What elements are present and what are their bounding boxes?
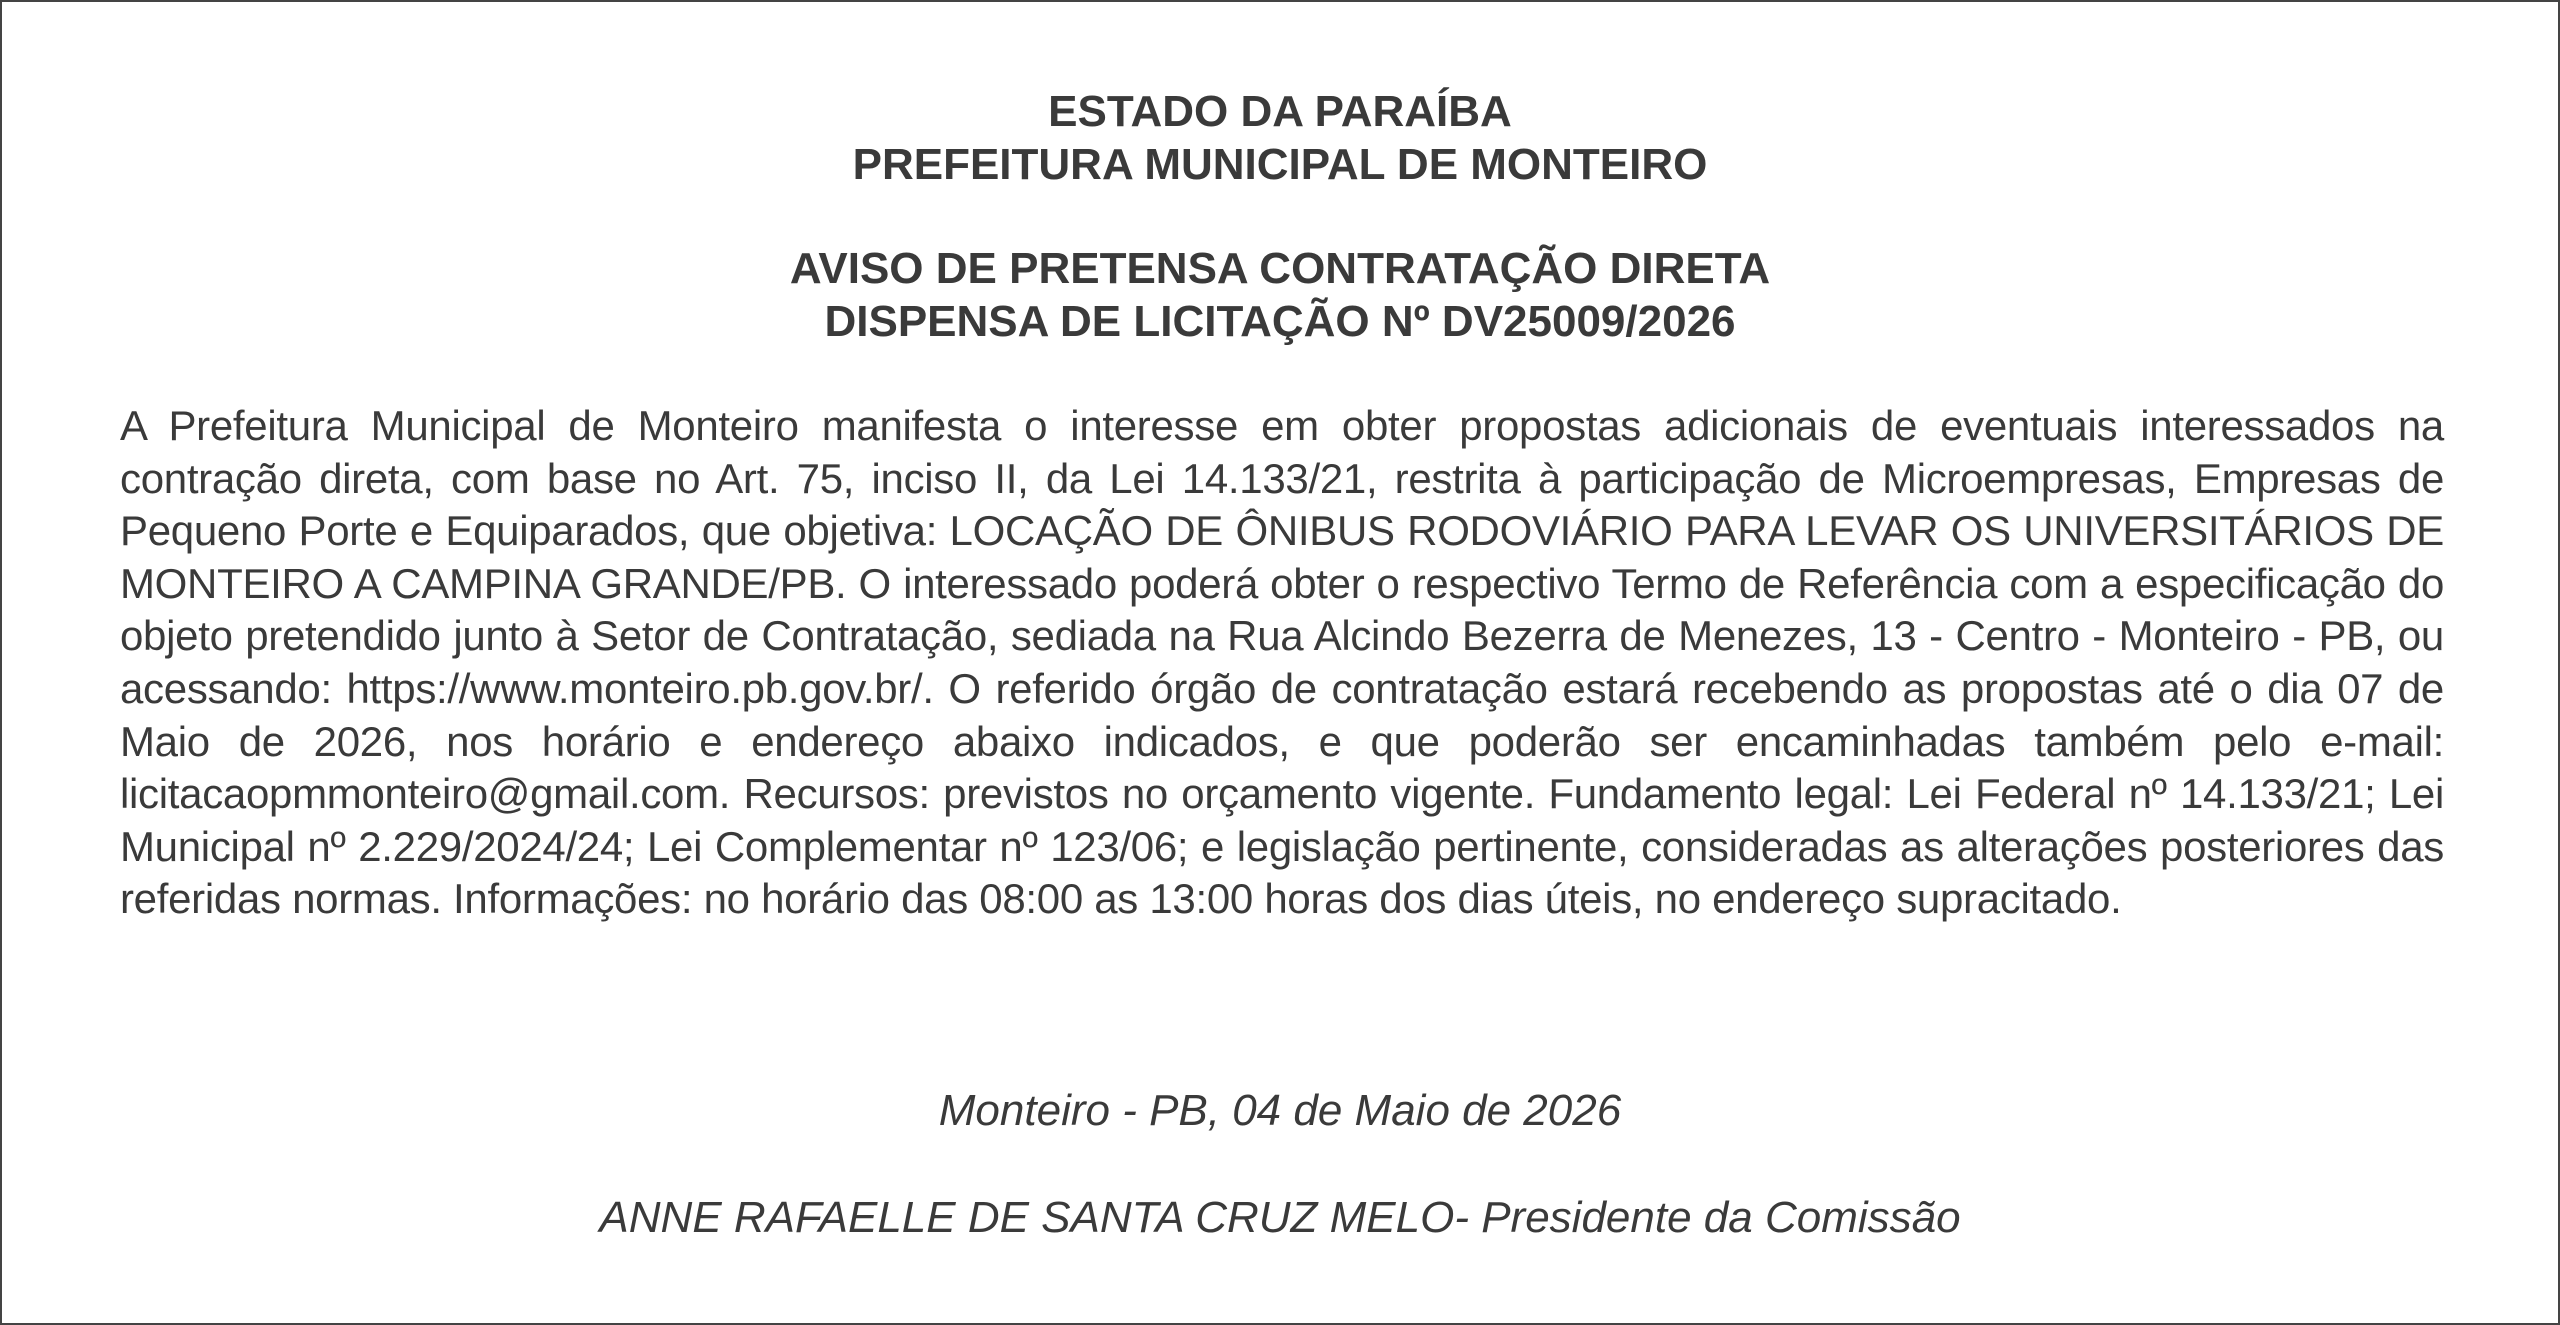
state-name: ESTADO DA PARAÍBA xyxy=(1048,87,1512,136)
notice-subtitle: DISPENSA DE LICITAÇÃO Nº DV25009/2026 xyxy=(824,297,1736,346)
issuer-header xyxy=(2,85,2558,191)
place-date: Monteiro - PB, 04 de Maio de 2026 xyxy=(938,1086,1622,1135)
notice-body: A Prefeitura Municipal de Monteiro manifesta o interesse em obter propostas adicionais de eventuais interessados na contração direta, com base no Art. 75, inciso II, da Lei 14.133/21, restrita à participação de Microempresas, Empresas de Pequeno Porte e Equiparados, que objetiva: LOCAÇÃO DE ÔNIBUS RODOVIÁRIO PARA LEVAR OS UNIVERSITÁRIOS DE MONTEIRO A CAMPINA GRANDE/PB. O interessado poderá obter o respectivo Termo de Referência com a especificação do objeto pretendido junto à Setor de Contratação, sediada na Rua Alcindo Bezerra de Menezes, 13 - Centro - Monteiro - PB, ou acessando: https://www.monteiro.pb.gov.br/. O referido órgão de contratação estará recebendo as propostas até o dia 07 de Maio de 2026, nos horário e endereço abaixo indicados, e que poderão ser encaminhadas também pelo e-mail: licitacaopmmonteiro@gmail.com. Recursos: previstos no orçamento vigente. Fundamento legal: Lei Federal nº 14.133/21; Lei Municipal nº 2.229/2024/24; Lei Complementar nº 123/06; e legislação pertinente, consideradas as alterações posteriores das referidas normas. Informações: no horário das 08:00 as 13:00 horas dos dias úteis, no endereço supracitado. xyxy=(120,402,2444,923)
signer-name: ANNE RAFAELLE DE SANTA CRUZ MELO- Presidente da Comissão xyxy=(599,1193,1961,1242)
notice-title: AVISO DE PRETENSA CONTRATAÇÃO DIRETA xyxy=(789,244,1771,293)
city-hall-name: PREFEITURA MUNICIPAL DE MONTEIRO xyxy=(852,140,1708,189)
notice-heading xyxy=(2,242,2558,348)
